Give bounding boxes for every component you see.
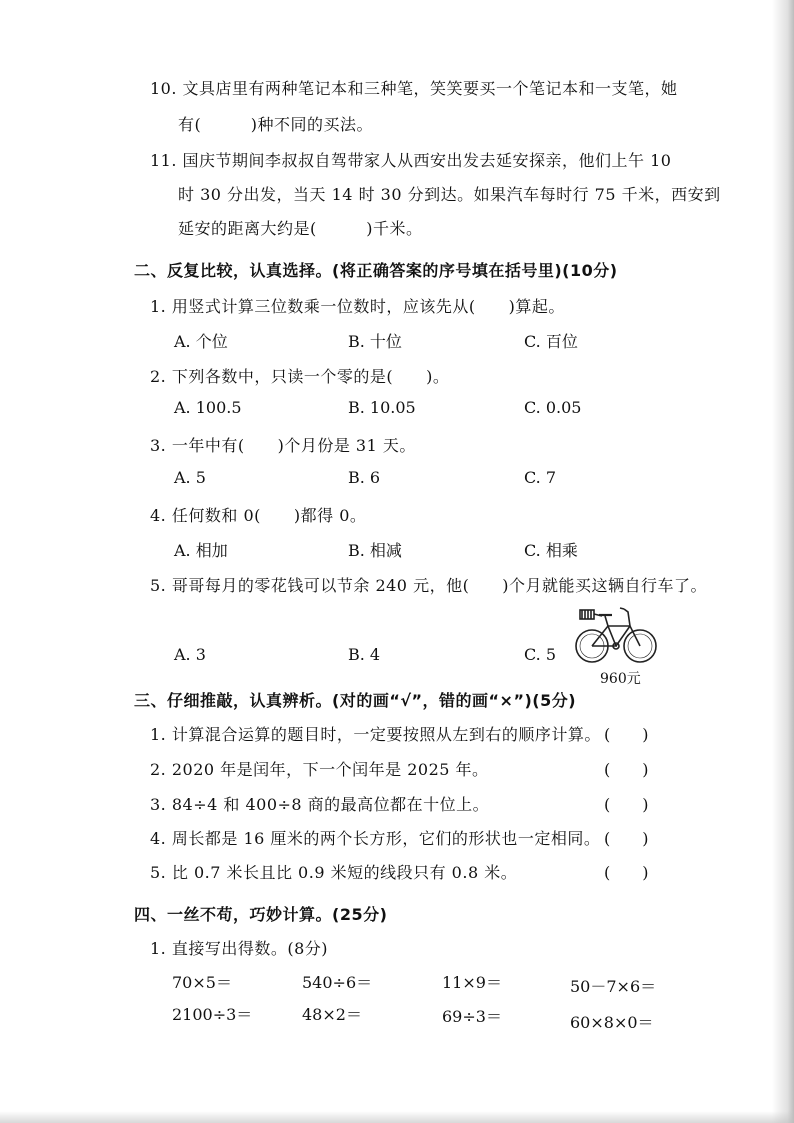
s2-q1-option-c: C. 百位 bbox=[524, 332, 578, 351]
s3-q4-answer-paren: ( ) bbox=[604, 829, 649, 848]
s2-q5-option-b: B. 4 bbox=[348, 645, 381, 664]
s2-q5-option-a: A. 3 bbox=[174, 645, 206, 664]
q10-line2: 有( )种不同的买法。 bbox=[178, 115, 373, 134]
s2-q3-text: 3. 一年中有( )个月份是 31 天。 bbox=[150, 436, 416, 455]
s3-q5-answer-paren: ( ) bbox=[604, 863, 649, 882]
s2-q2-option-a: A. 100.5 bbox=[174, 398, 242, 417]
calc-item: 50－7×6＝ bbox=[570, 977, 657, 996]
section3-heading: 三、仔细推敲，认真辨析。(对的画“√”，错的画“×”)(5分) bbox=[134, 691, 577, 710]
s3-q1-answer-paren: ( ) bbox=[604, 725, 649, 744]
s4-sub1-title: 1. 直接写出得数。(8分) bbox=[150, 939, 329, 958]
calc-item: 540÷6＝ bbox=[302, 973, 373, 992]
bicycle-icon bbox=[572, 596, 660, 668]
bicycle-price-label: 960元 bbox=[600, 671, 641, 687]
s2-q4-option-a: A. 相加 bbox=[174, 541, 228, 560]
calc-item: 60×8×0＝ bbox=[570, 1013, 654, 1032]
calc-item: 11×9＝ bbox=[442, 973, 502, 992]
s2-q1-option-b: B. 十位 bbox=[348, 332, 402, 351]
s2-q2-option-b: B. 10.05 bbox=[348, 398, 416, 417]
q11-line2: 时 30 分出发，当天 14 时 30 分到达。如果汽车每时行 75 千米，西安到 bbox=[178, 185, 721, 204]
s2-q4-text: 4. 任何数和 0( )都得 0。 bbox=[150, 506, 367, 525]
s3-q4-text: 4. 周长都是 16 厘米的两个长方形，它们的形状也一定相同。 bbox=[150, 829, 601, 848]
page-edge-shadow bbox=[772, 0, 794, 1123]
s2-q3-option-c: C. 7 bbox=[524, 468, 557, 487]
q11-line1: 11. 国庆节期间李叔叔自驾带家人从西安出发去延安探亲，他们上午 10 bbox=[150, 151, 672, 170]
s2-q2-text: 2. 下列各数中，只读一个零的是( )。 bbox=[150, 367, 450, 386]
s2-q2-option-c: C. 0.05 bbox=[524, 398, 582, 417]
q11-line3: 延安的距离大约是( )千米。 bbox=[178, 219, 423, 238]
s3-q1-text: 1. 计算混合运算的题目时，一定要按照从左到右的顺序计算。 bbox=[150, 725, 601, 744]
calc-item: 70×5＝ bbox=[172, 973, 232, 992]
calc-item: 48×2＝ bbox=[302, 1005, 362, 1024]
s2-q4-option-b: B. 相减 bbox=[348, 541, 402, 560]
q10-line1: 10. 文具店里有两种笔记本和三种笔，笑笑要买一个笔记本和一支笔，她 bbox=[150, 79, 678, 98]
section2-heading: 二、反复比较，认真选择。(将正确答案的序号填在括号里)(10分) bbox=[134, 261, 618, 280]
calc-item: 2100÷3＝ bbox=[172, 1005, 253, 1024]
page-bottom-shadow bbox=[0, 1111, 794, 1123]
s2-q1-text: 1. 用竖式计算三位数乘一位数时，应该先从( )算起。 bbox=[150, 297, 565, 316]
s2-q5-text: 5. 哥哥每月的零花钱可以节余 240 元，他( )个月就能买这辆自行车了。 bbox=[150, 576, 708, 595]
s2-q1-option-a: A. 个位 bbox=[174, 332, 228, 351]
s3-q2-answer-paren: ( ) bbox=[604, 760, 649, 779]
s3-q5-text: 5. 比 0.7 米长且比 0.9 米短的线段只有 0.8 米。 bbox=[150, 863, 518, 882]
s2-q4-option-c: C. 相乘 bbox=[524, 541, 578, 560]
s3-q3-answer-paren: ( ) bbox=[604, 795, 649, 814]
s2-q3-option-b: B. 6 bbox=[348, 468, 381, 487]
s2-q5-option-c: C. 5 bbox=[524, 645, 557, 664]
calc-item: 69÷3＝ bbox=[442, 1007, 502, 1026]
section4-heading: 四、一丝不苟，巧妙计算。(25分) bbox=[134, 905, 388, 924]
s3-q3-text: 3. 84÷4 和 400÷8 商的最高位都在十位上。 bbox=[150, 795, 490, 814]
s3-q2-text: 2. 2020 年是闰年，下一个闰年是 2025 年。 bbox=[150, 760, 489, 779]
s2-q3-option-a: A. 5 bbox=[174, 468, 206, 487]
